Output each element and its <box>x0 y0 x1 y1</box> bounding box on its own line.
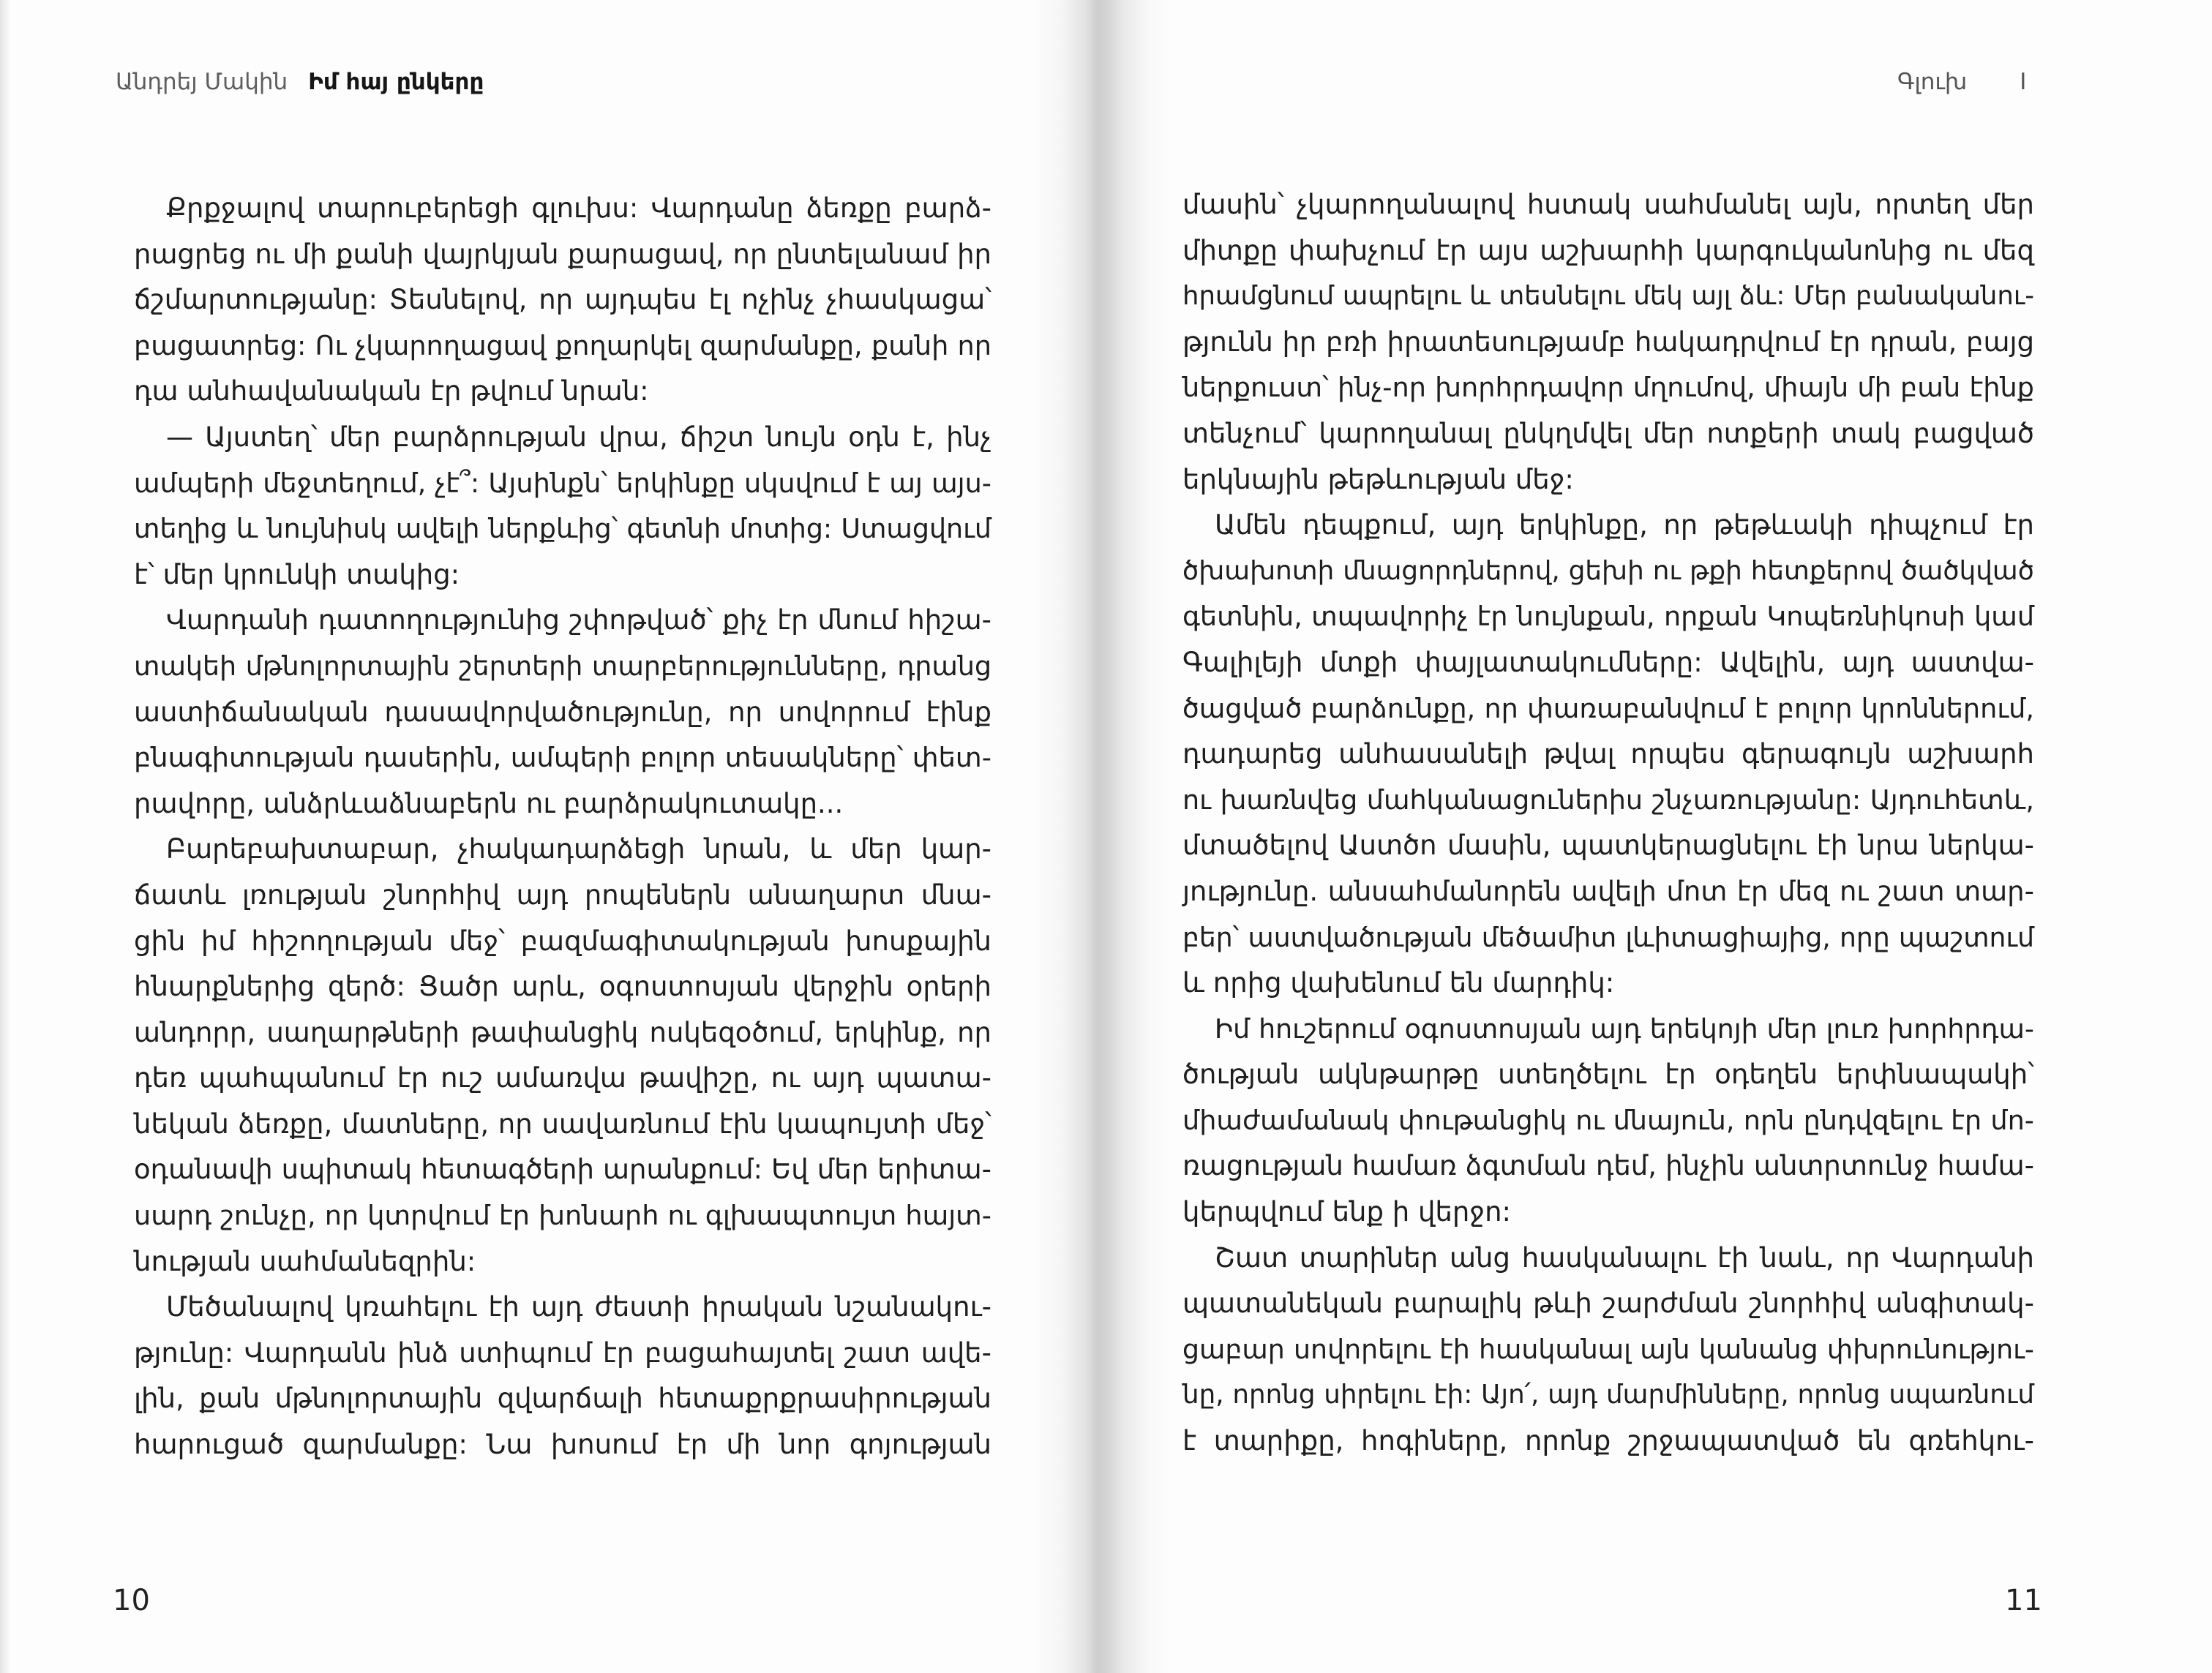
paragraph <box>134 1285 991 1467</box>
text-line: նեկան ձեռքը, մատները, որ սավառնում էին կապույտի մեջ՝ <box>134 1108 991 1140</box>
left-page <box>0 0 1083 1673</box>
text-line: Ամեն դեպքում, այդ երկինքը, որ թեթևակի դիպչում էր <box>1215 509 2034 541</box>
text-line: հարուցած զարմանքը: Նա խոսում էր մի նոր գոյության <box>134 1429 991 1461</box>
text-line: հրամցնում ապրելու և տեսնելու մեկ այլ ձև: Մեր բանականու- <box>1182 281 2034 312</box>
running-head-title: Իմ հայ ընկերը <box>308 69 484 95</box>
running-head-chapter: Գլուխ <box>1897 69 1968 95</box>
running-head <box>116 67 484 97</box>
text-line: դա անհավանական էր թվում նրան: <box>134 375 649 407</box>
paragraph <box>134 827 991 1285</box>
text-line: տենչում՝ կարողանալ ընկղմվել մեր ոտքերի տակ բացված <box>1182 417 2034 449</box>
text-line: և որից վախենում են մարդիկ: <box>1182 967 1615 999</box>
text-line: աստիճանական դասավորվածությունը, որ սովորում էինք <box>134 696 991 728</box>
text-line: գետնին, տպավորիչ էր նույնքան, որքան Կոպեռնիկոսի կամ <box>1182 601 2034 633</box>
text-line: ծխախոտի մնացորդներով, ցեխի ու թքի հետքերով ծածկված <box>1182 555 2034 586</box>
paragraph <box>134 415 991 598</box>
right-page <box>1105 0 2212 1673</box>
book-gutter-shadow <box>1032 0 1171 1673</box>
text-line: ներքուստ՝ ինչ-որ խորհրդավոր մղումով, միայն մի բան էինք <box>1182 372 2034 404</box>
paragraph <box>1182 1236 2034 1465</box>
text-line: երկնային թեթևության մեջ: <box>1182 463 1574 495</box>
text-line: ճշմարտությանը: Տեսնելով, որ այդպես էլ ոչինչ չհասկացա՝ <box>134 284 991 316</box>
text-line: ամպերի մեջտեղում, չէ՞: Այսինքն՝ երկինքը սկսվում է այ այս- <box>134 467 991 499</box>
text-line: նը, որոնց սիրելու էի: Այո՛, այդ մարմինները, որոնց սպառնում <box>1182 1380 2034 1410</box>
text-line: սարդ շունչը, որ կտրվում էր խոնարհ ու գլխապտույտ հայտ- <box>134 1200 991 1232</box>
paragraph <box>1182 182 2034 503</box>
text-line: Գալիլեյի մտքի փայլատակումները: Ավելին, այդ աստվա- <box>1182 646 2034 678</box>
text-line: ծացված բարձունքը, որ փառաբանվում է բոլոր կրոններում, <box>1182 692 2034 724</box>
text-line: լին, քան մթնոլորտային զվարճալի հետաքրքրասիրության <box>134 1383 991 1415</box>
text-line: Բարեբախտաբար, չհակադարձեցի նրան, և մեր կար- <box>166 833 991 865</box>
page-number: 10 <box>113 1584 150 1617</box>
running-head-author: Անդրեյ Մակին <box>116 69 288 95</box>
text-line: Մեծանալով կռահելու էի այդ ժեստի իրական նշանակու- <box>166 1291 991 1323</box>
text-line: տեղից և նույնիսկ ավելի ներքևից՝ գետնի մոտից: Ստացվում <box>134 513 991 545</box>
text-line: տակեի մթնոլորտային շերտերի տարբերությունները, դրանց <box>134 650 991 682</box>
text-line: դեռ պահպանում էր ուշ ամառվա թավիշը, ու այդ պատա- <box>134 1062 991 1094</box>
text-line: ցին իմ հիշողության մեջ՝ բազմագիտակության խոսքային <box>134 925 991 957</box>
text-line: ու խառնվեց մահկանացուներիս շնչառությանը: Այդուհետև, <box>1182 783 2034 816</box>
text-line: է՝ մեր կրունկի տակից: <box>134 558 460 590</box>
text-line: միաժամանակ փութանցիկ ու մնայուն, որն ընդվզելու էր մո- <box>1182 1104 2034 1136</box>
page-number: 11 <box>2005 1584 2042 1617</box>
text-line: Վարդանի դատողությունից շփոթված՝ քիչ էր մնում հիշա- <box>166 604 991 636</box>
text-line: ծության ակնթարթը ստեղծելու էր օդեղեն երփնապակի՝ <box>1182 1059 2034 1091</box>
body-text <box>1182 182 2034 1465</box>
text-line: բեր՝ աստվածության մեծամիտ լևիտացիայից, որը պաշտում <box>1182 921 2034 953</box>
text-line: անդորր, սաղարթների թափանցիկ ոսկեզօծում, երկինք, որ <box>134 1016 991 1048</box>
text-line: կերպվում ենք ի վերջո: <box>1182 1196 1511 1228</box>
text-line: թյունը: Վարդանն ինձ ստիպում էր բացահայտել շատ ավե- <box>134 1336 991 1369</box>
text-line: ճատև լռության շնորհիվ այդ րոպեներն անաղարտ մնա- <box>134 879 991 911</box>
text-line: բացատրեց: Ու չկարողացավ քողարկել զարմանքը, քանի որ <box>134 329 991 361</box>
text-line: յությունը. անսահմանորեն ավելի մոտ էր մեզ ու շատ տար- <box>1182 875 2034 907</box>
text-line: միտքը փախչում էր այս աշխարհի կարգուկանոնից ու մեզ <box>1182 234 2034 266</box>
text-line: ցաբար սովորելու էի հասկանալ այն կանանց փխրունությու- <box>1182 1333 2034 1365</box>
text-line: Շատ տարիներ անց հասկանալու էի նաև, որ Վարդանի <box>1215 1241 2034 1274</box>
running-head-chapter-number: I <box>2020 69 2027 95</box>
paragraph <box>134 598 991 827</box>
running-head <box>1897 67 2026 97</box>
text-line: րացրեց ու մի քանի վայրկյան քարացավ, որ ընտելանամ իր <box>134 238 991 270</box>
text-line: թյունն իր բռի իրատեսությամբ հակադրվում էր դրան, բայց <box>1182 326 2034 358</box>
paragraph <box>134 186 991 415</box>
text-line: բնագիտության դասերին, ամպերի բոլոր տեսակները՝ փետ- <box>134 742 991 774</box>
text-line: նության սահմանեզրին: <box>134 1245 476 1277</box>
paragraph <box>1182 503 2034 1007</box>
text-line: մասին՝ չկարողանալով հստակ սահմանել այն, որտեղ մեր <box>1182 189 2034 220</box>
text-line: դադարեց անհասանելի թվալ որպես գերագույն աշխարհ <box>1182 738 2034 770</box>
text-line: մտածելով Աստծո մասին, պատկերացնելու էի նրա ներկա- <box>1182 830 2034 862</box>
text-line: օդանավի սպիտակ հետագծերի արանքում: Եվ մեր երիտա- <box>134 1154 991 1186</box>
text-line: է տարիքը, հոգիները, որոնք շրջապատված են գռեհկու- <box>1182 1425 2034 1457</box>
text-line: ռացության համառ ձգտման դեմ, ինչին անտրտունջ համա- <box>1182 1150 2034 1182</box>
text-line: հնարքներից զերծ: Ցածր արև, օգոստոսյան վերջին օրերի <box>134 971 991 1003</box>
text-line: պատանեկան բարալիկ թևի շարժման շնորհիվ անգիտակ- <box>1182 1287 2034 1320</box>
text-line: Քրքջալով տարուբերեցի գլուխս: Վարդանը ձեռքը բարձ- <box>166 192 991 224</box>
text-line: րավորը, անձրևաձնաբերն ու բարձրակուտակը... <box>134 787 844 819</box>
paragraph <box>1182 1007 2034 1236</box>
body-text <box>134 186 991 1468</box>
text-line: — Այստեղ՝ մեր բարձրության վրա, ճիշտ նույն օդն է, ինչ <box>166 421 991 453</box>
text-line: Իմ հուշերում օգոստոսյան այդ երեկոյի մեր լուռ խորհրդա- <box>1215 1012 2034 1045</box>
